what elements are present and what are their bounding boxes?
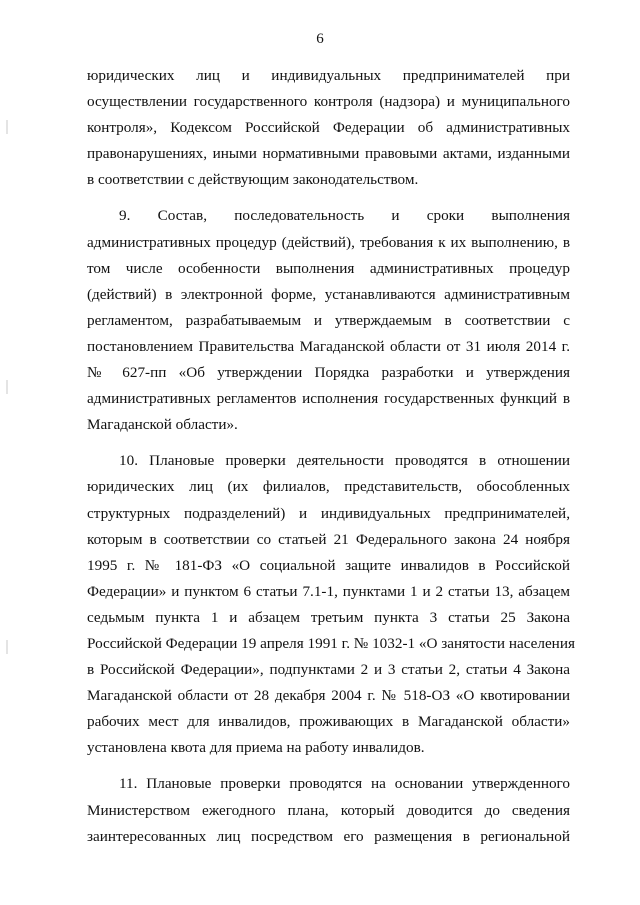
text-line: регламентом, разрабатываемым и утверждаемым в соответствии с xyxy=(87,311,570,329)
scan-edge-mark xyxy=(6,640,8,654)
text-line: том числе особенности выполнения административных процедур xyxy=(87,259,570,277)
text-line: которым в соответствии со статьей 21 Федерального закона 24 ноября xyxy=(87,530,570,548)
text-line: осуществлении государственного контроля (надзора) и муниципального xyxy=(87,93,570,111)
text-line: постановлением Правительства Магаданской области от 31 июля 2014 г. xyxy=(87,337,570,355)
text-line: Министерством ежегодного плана, который доводится до сведения xyxy=(87,801,570,819)
text-line: № 627-пп «Об утверждении Порядка разработки и утверждения xyxy=(87,364,570,382)
text-line: 10. Плановые проверки деятельности проводятся в отношении xyxy=(119,452,570,470)
text-line: заинтересованных лиц посредством его размещения в региональной xyxy=(87,827,570,845)
text-line: административных регламентов исполнения государственных функций в xyxy=(87,390,570,408)
text-line: Российской Федерации 19 апреля 1991 г. № 1032-1 «О занятости населения xyxy=(87,634,575,652)
scan-edge-mark xyxy=(6,380,8,394)
scan-edge-mark xyxy=(6,120,8,134)
text-line: рабочих мест для инвалидов, проживающих в Магаданской области» xyxy=(87,713,570,731)
text-line: седьмым пункта 1 и абзацем третьим пункта 3 статьи 25 Закона xyxy=(87,608,570,626)
text-line: (действий) в электронной форме, устанавливаются административным xyxy=(87,285,570,303)
text-line: 11. Плановые проверки проводятся на основании утвержденного xyxy=(119,775,570,793)
text-line: Магаданской области от 28 декабря 2004 г. № 518-ОЗ «О квотировании xyxy=(87,687,570,705)
text-line: правонарушениях, иными нормативными правовыми актами, изданными xyxy=(87,145,570,163)
paragraph-9 xyxy=(87,203,570,438)
text-line: 9. Состав, последовательность и сроки выполнения xyxy=(119,207,570,225)
text-line: контроля», Кодексом Российской Федерации об административных xyxy=(87,119,570,137)
text-line: административных процедур (действий), требования к их выполнению, в xyxy=(87,233,570,251)
text-line: в Российской Федерации», подпунктами 2 и 3 статьи 2, статьи 4 Закона xyxy=(87,661,570,679)
text-line: 1995 г. № 181-ФЗ «О социальной защите инвалидов в Российской xyxy=(87,556,570,574)
page-number: 6 xyxy=(316,31,324,47)
paragraph xyxy=(87,63,570,193)
text-line: юридических лиц и индивидуальных предпринимателей при xyxy=(87,67,570,84)
text-line: структурных подразделений) и индивидуальных предпринимателей, xyxy=(87,504,570,522)
text-line: Федерации» и пунктом 6 статьи 7.1-1, пунктами 1 и 2 статьи 13, абзацем xyxy=(87,582,570,600)
text-line: юридических лиц (их филиалов, представительств, обособленных xyxy=(87,478,570,496)
paragraph-11 xyxy=(87,771,570,849)
document-body xyxy=(87,63,575,850)
paragraph-10 xyxy=(87,448,575,761)
text-line: установлена квота для приема на работу инвалидов. xyxy=(87,739,425,757)
text-line: в соответствии с действующим законодательством. xyxy=(87,171,419,189)
text-line: Магаданской области». xyxy=(87,416,238,434)
